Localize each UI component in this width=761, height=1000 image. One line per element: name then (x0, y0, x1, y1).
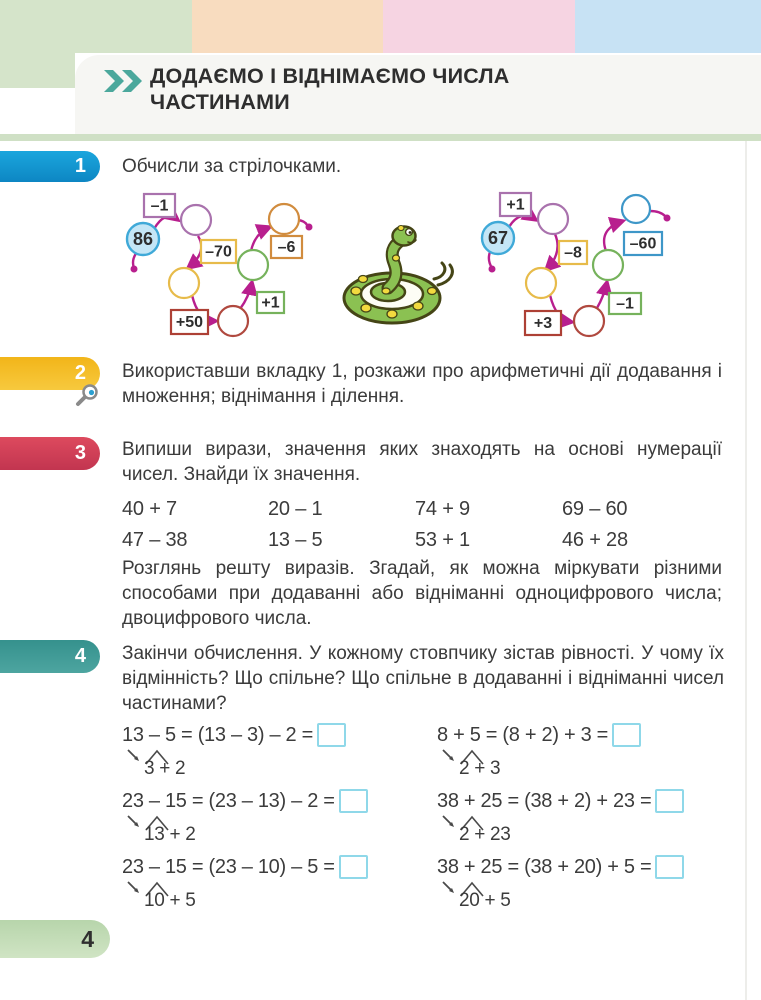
page-title-line1: ДОДАЄМО І ВІДНІМАЄМО ЧИСЛА (150, 64, 510, 88)
svg-text:+1: +1 (261, 294, 280, 312)
equation-line (437, 788, 732, 814)
empty-circle[interactable] (238, 250, 268, 280)
header-divider (0, 134, 761, 141)
equation-split (437, 748, 732, 784)
equation-block (437, 718, 732, 784)
op-box (559, 241, 587, 264)
empty-circle[interactable] (269, 204, 299, 234)
task-badge-2: 2 (0, 357, 100, 390)
header-block-pink (383, 0, 575, 53)
equation-split (122, 814, 437, 850)
header-block-cream (192, 0, 383, 53)
split-text: 13 + 2 (144, 824, 196, 845)
answer-box[interactable] (339, 789, 368, 813)
expression: 69 – 60 (562, 498, 628, 520)
expression: 46 + 28 (562, 529, 628, 551)
equation-text: 23 – 15 = (23 – 10) – 5 = (122, 856, 335, 878)
snake-illustration (344, 226, 452, 324)
op-box (144, 194, 175, 217)
equation-line (437, 854, 732, 880)
task1-text: Обчисли за стрілочками. (122, 156, 342, 177)
op-box (171, 310, 208, 334)
equation-split (122, 748, 437, 784)
svg-text:–1: –1 (616, 295, 634, 313)
page-number-pill: 4 (0, 920, 110, 958)
op-box (609, 293, 641, 314)
split-text: 20 + 5 (459, 890, 511, 911)
task1-diagram (120, 185, 720, 350)
op-box (525, 311, 561, 335)
end-dot (664, 215, 671, 222)
empty-circle[interactable] (169, 268, 199, 298)
header-block-blue (575, 0, 761, 53)
task4-text: Закінчи обчислення. У кожному стовпчику зістав рівності. У чому їх відмінність? Що спільне? Що спільне в додаванні і відніманні чисел частинами? (122, 643, 724, 714)
start-dot (131, 266, 138, 273)
svg-text:–1: –1 (150, 197, 169, 215)
empty-circle[interactable] (622, 195, 650, 223)
svg-text:–6: –6 (277, 239, 296, 257)
svg-text:–60: –60 (629, 235, 657, 253)
svg-text:–8: –8 (564, 244, 582, 262)
expression-grid (122, 494, 722, 556)
empty-circle[interactable] (574, 306, 604, 336)
page-title (150, 63, 509, 115)
empty-circle[interactable] (218, 306, 248, 336)
task-badge-1: 1 (0, 151, 100, 182)
start-dot (489, 266, 496, 273)
task-badge-3: 3 (0, 437, 100, 470)
equation-line (437, 722, 732, 748)
page-title-line2: ЧАСТИНАМИ (150, 90, 290, 114)
svg-text:+50: +50 (175, 314, 204, 332)
empty-circle[interactable] (181, 205, 211, 235)
expression: 40 + 7 (122, 498, 177, 520)
expression: 74 + 9 (415, 498, 470, 520)
equation-line (122, 722, 437, 748)
equation-block (437, 784, 732, 850)
equation-grid (122, 718, 732, 916)
equation-text: 23 – 15 = (23 – 13) – 2 = (122, 790, 335, 812)
equation-block (122, 784, 437, 850)
start-value: 67 (487, 227, 509, 248)
header-block-green-ext (0, 53, 75, 88)
empty-circle[interactable] (538, 204, 568, 234)
empty-circle[interactable] (593, 250, 623, 280)
equation-line (122, 854, 437, 880)
expression: 53 + 1 (415, 529, 470, 551)
equation-block (122, 718, 437, 784)
answer-box[interactable] (612, 723, 641, 747)
double-chevron-icon (103, 69, 145, 98)
end-dot (306, 224, 313, 231)
expression: 47 – 38 (122, 529, 188, 551)
equation-split (437, 814, 732, 850)
equation-text: 13 – 5 = (13 – 3) – 2 = (122, 724, 314, 746)
equation-line (122, 788, 437, 814)
equation-block (437, 850, 732, 916)
svg-text:+1: +1 (506, 196, 525, 214)
answer-box[interactable] (339, 855, 368, 879)
equation-split (122, 880, 437, 916)
expression: 13 – 5 (268, 529, 323, 551)
split-text: 2 + 3 (459, 758, 501, 779)
equation-block (122, 850, 437, 916)
diagram-left (127, 194, 313, 336)
header-block-green (0, 0, 192, 53)
split-text: 10 + 5 (144, 890, 196, 911)
answer-box[interactable] (655, 855, 684, 879)
empty-circle[interactable] (526, 268, 556, 298)
op-box (201, 240, 236, 263)
split-text: 3 + 2 (144, 758, 186, 779)
expression: 20 – 1 (268, 498, 323, 520)
answer-box[interactable] (317, 723, 346, 747)
task3-text: Випиши вирази, значення яких знаходять на основі нумерації чисел. Знайди їх значення. (122, 439, 722, 485)
start-value: 86 (132, 228, 154, 249)
op-box (257, 292, 284, 313)
task2-text: Використавши вкладку 1, розкажи про арифметичні дії додавання і множення; віднімання і ділення. (122, 361, 722, 407)
equation-text: 38 + 25 = (38 + 2) + 23 = (437, 790, 652, 812)
answer-box[interactable] (655, 789, 684, 813)
svg-text:–70: –70 (205, 243, 232, 261)
svg-text:+3: +3 (533, 315, 553, 333)
op-box (500, 193, 531, 216)
op-box (624, 232, 662, 255)
equation-split (437, 880, 732, 916)
task3-paragraph: Розглянь решту виразів. Згадай, як можна міркувати різними способами при додаванні або відніманні одноцифрового числа; двоцифрового числа. (122, 558, 722, 629)
equation-text: 38 + 25 = (38 + 20) + 5 = (437, 856, 652, 878)
split-text: 2 + 23 (459, 824, 511, 845)
op-box (271, 236, 302, 258)
page-edge-line (745, 141, 747, 1000)
diagram-right (482, 193, 671, 336)
magnifier-icon (74, 383, 100, 414)
title-card (75, 55, 761, 134)
equation-text: 8 + 5 = (8 + 2) + 3 = (437, 724, 609, 746)
task-badge-4: 4 (0, 640, 100, 673)
